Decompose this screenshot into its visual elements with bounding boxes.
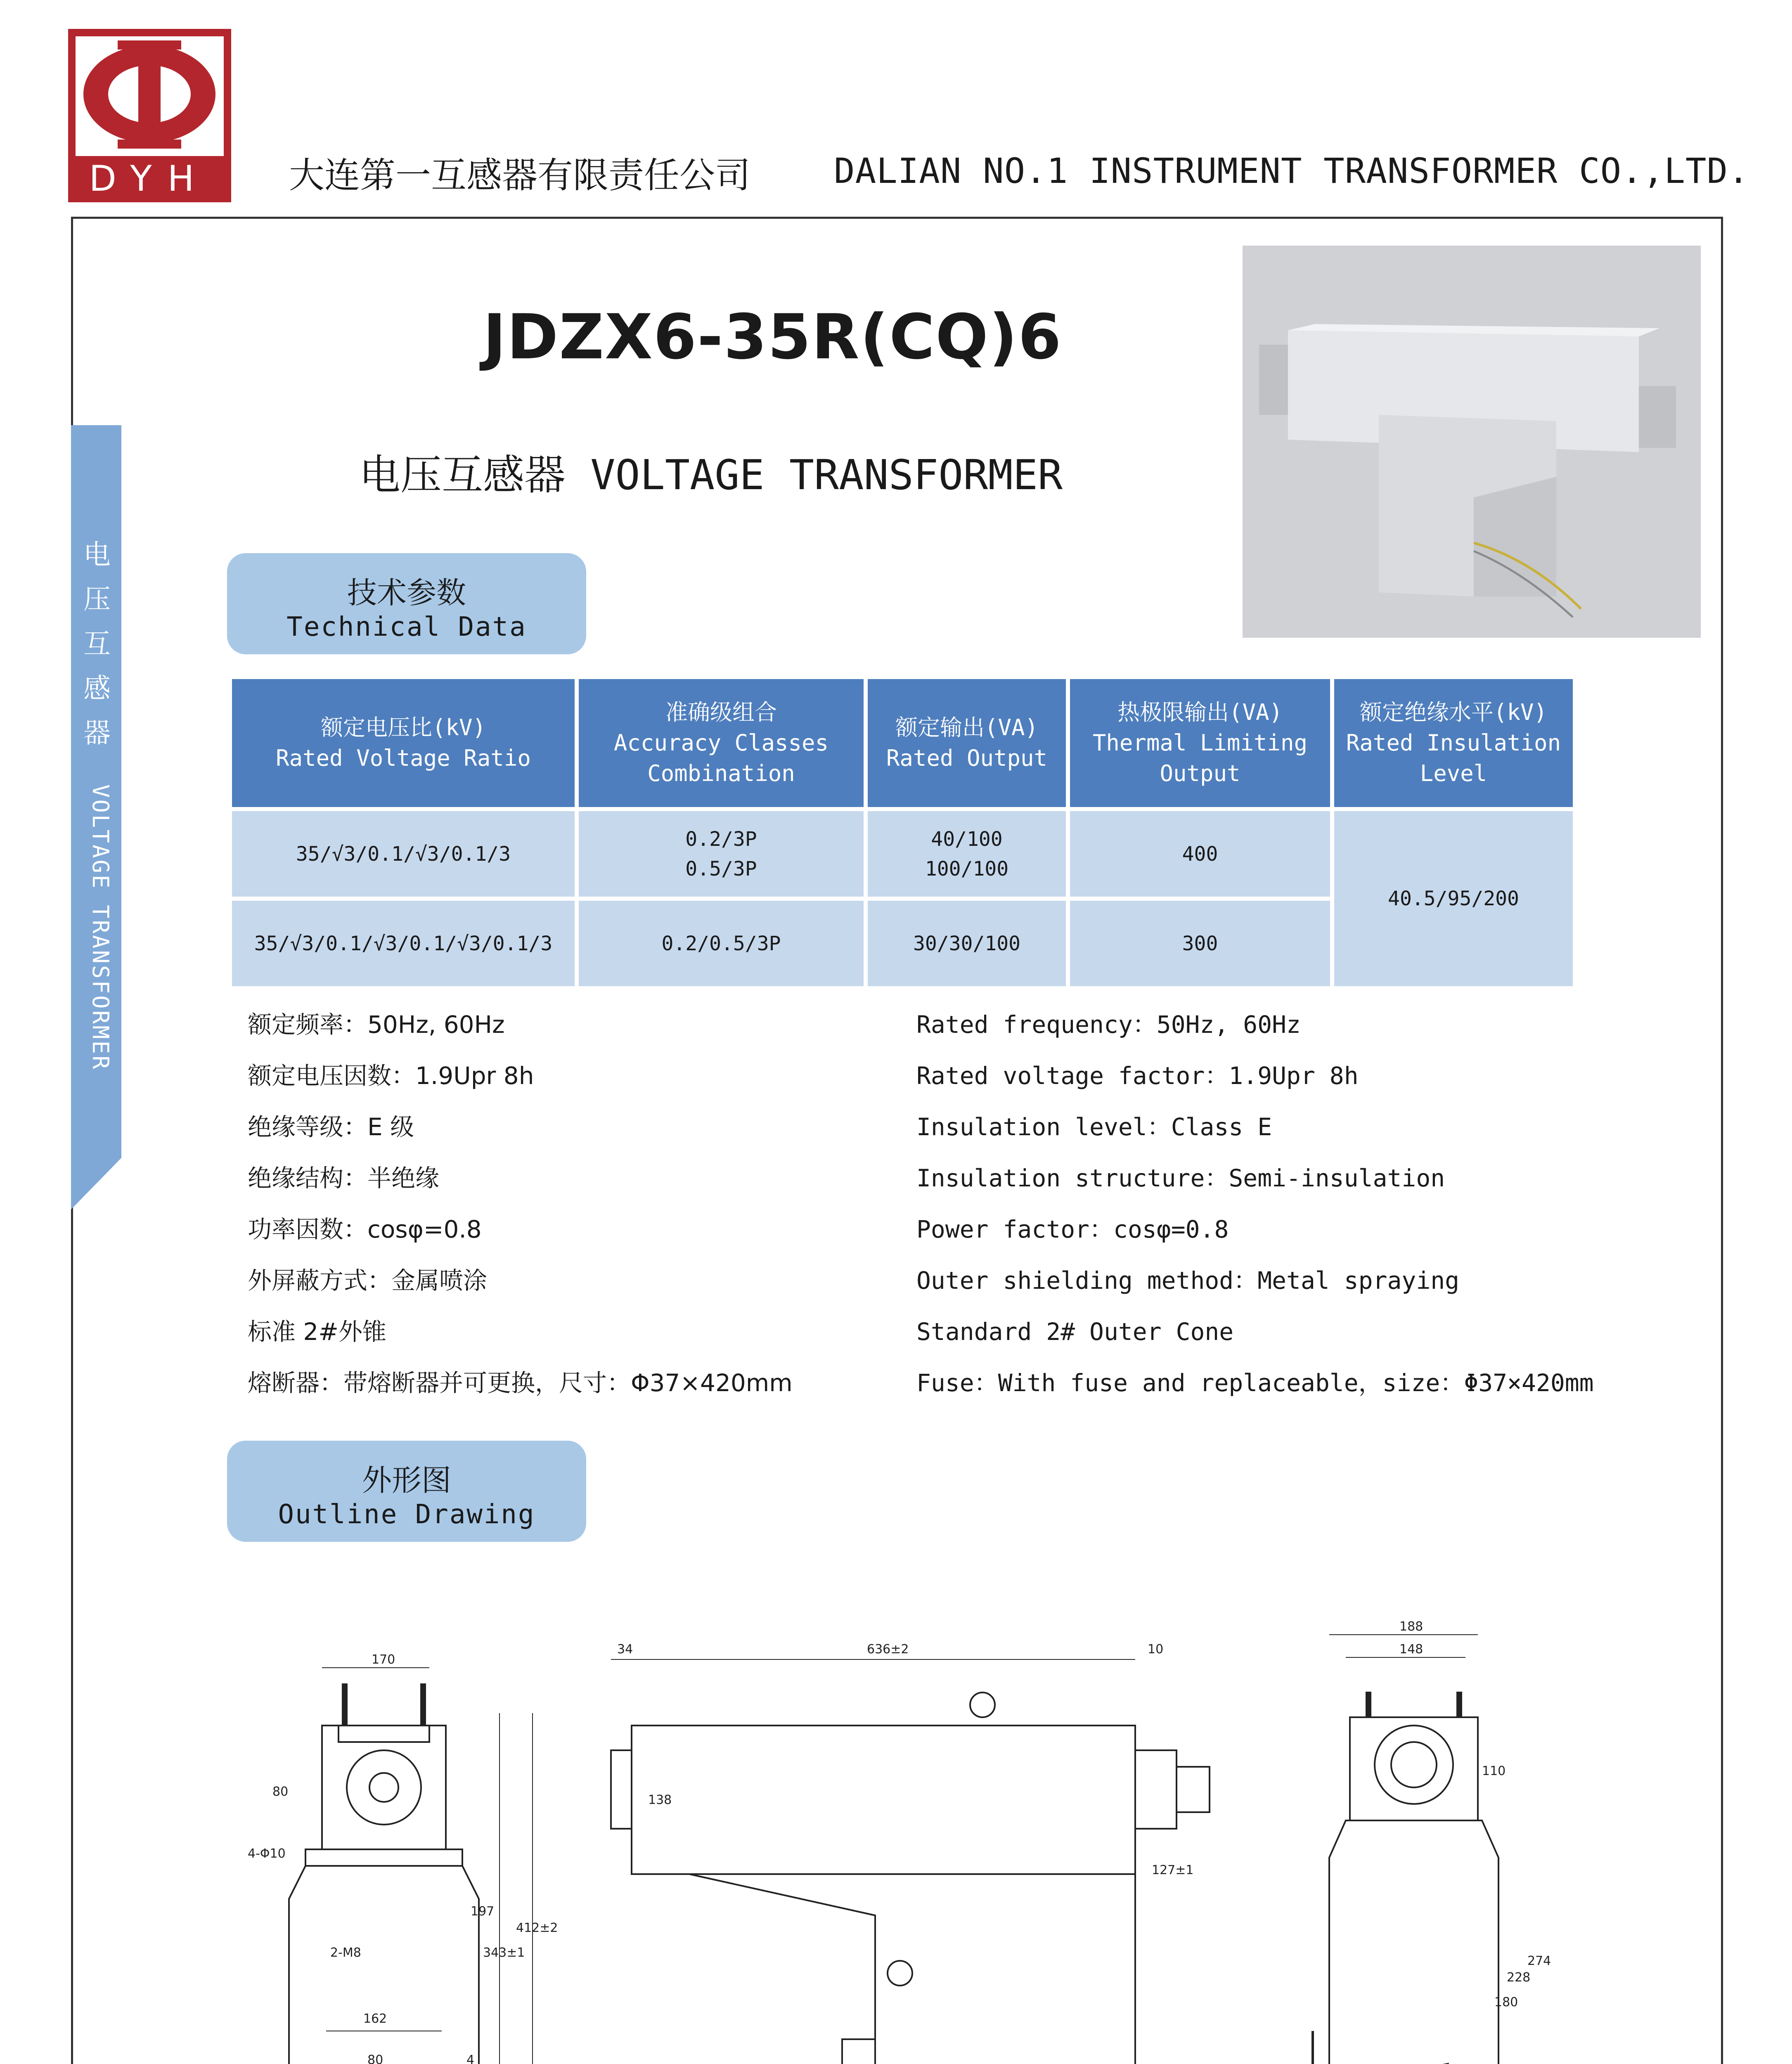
sidebar-label-cn: 电 压 互 感 器 <box>83 539 111 749</box>
company-name-cn: 大连第一互感器有限责任公司 <box>289 155 750 196</box>
product-model: JDZX6-35R(CQ)6 <box>483 301 1062 373</box>
dim-label: 110 <box>1482 1764 1506 1778</box>
param-item: 绝缘结构：半绝缘 <box>248 1164 440 1192</box>
outline-drawing <box>231 1602 1593 2064</box>
param-item: Rated frequency：50Hz, 60Hz <box>916 1011 1301 1039</box>
param-item: 标准 2#外锥 <box>248 1318 386 1346</box>
parameters-cn <box>248 999 793 1408</box>
header-rated-output: 额定输出(VA) Rated Output <box>868 679 1066 807</box>
param-item: 额定电压因数：1.9Upr 8h <box>248 1062 534 1090</box>
header-thermal-limiting-output: 热极限输出(VA) Thermal Limiting Output <box>1070 679 1330 807</box>
dim-label: 228 <box>1507 1970 1531 1985</box>
table-header-row <box>232 679 1573 807</box>
end-view <box>1313 1619 1551 2064</box>
dim-label: 148 <box>1399 1642 1423 1657</box>
dim-label: 274 <box>1527 1954 1551 1968</box>
param-item: 绝缘等级：E 级 <box>248 1113 414 1141</box>
side-view <box>611 1642 1210 2064</box>
logo-text: DYH <box>89 158 210 199</box>
dim-label: 4 <box>466 2053 475 2064</box>
cell-output: 40/100 100/100 <box>868 807 1066 897</box>
param-item: Rated voltage factor：1.9Upr 8h <box>916 1062 1359 1090</box>
param-item: Outer shielding method：Metal spraying <box>916 1266 1460 1295</box>
dim-label: 10 <box>1148 1642 1164 1657</box>
product-photo <box>1243 246 1701 638</box>
param-item: Insulation structure：Semi-insulation <box>916 1164 1445 1192</box>
cell-ratio: 35/√3/0.1/√3/0.1/3 <box>232 807 575 897</box>
dim-label: 2-M8 <box>330 1946 361 1960</box>
header-rated-voltage-ratio: 额定电压比(kV) Rated Voltage Ratio <box>232 679 575 807</box>
dim-label: 197 <box>471 1904 495 1919</box>
dim-label: 188 <box>1399 1619 1423 1634</box>
cell-insulation: 40.5/95/200 <box>1334 807 1573 986</box>
cell-accuracy: 0.2/3P 0.5/3P <box>579 807 864 897</box>
dim-label: 162 <box>363 2012 387 2026</box>
header-rated-insulation-level: 额定绝缘水平(kV) Rated Insulation Level <box>1334 679 1573 807</box>
cell-thermal: 400 <box>1070 807 1330 897</box>
sidebar-label-en: VOLTAGE TRANSFORMER <box>88 784 114 1071</box>
param-item: Fuse：With fuse and replaceable，size：Φ37×420mm <box>916 1369 1594 1397</box>
header-accuracy-classes: 准确级组合 Accuracy Classes Combination <box>579 679 864 807</box>
dim-label: 4-Φ10 <box>248 1846 286 1861</box>
company-logo <box>68 29 231 202</box>
param-item: Standard 2# Outer Cone <box>916 1318 1234 1346</box>
dim-label: 180 <box>1494 1995 1518 2010</box>
param-item: Insulation level：Class E <box>916 1113 1272 1141</box>
dim-label: 412±2 <box>516 1921 558 1935</box>
dim-label: 127±1 <box>1152 1863 1194 1877</box>
front-view <box>248 1652 558 2064</box>
dim-label: 343±1 <box>483 1946 525 1960</box>
dim-label: 170 <box>372 1652 395 1667</box>
dim-label: 80 <box>272 1785 289 1799</box>
dim-label: 34 <box>617 1642 633 1657</box>
dim-label: 80 <box>367 2053 383 2064</box>
dim-label: 636±2 <box>867 1642 909 1657</box>
cell-thermal: 300 <box>1070 897 1330 986</box>
parameters-en <box>916 999 1594 1408</box>
outline-drawing-heading: 外形图 Outline Drawing <box>227 1441 586 1542</box>
param-item: 熔断器：带熔断器并可更换，尺寸：Φ37×420mm <box>248 1369 793 1397</box>
technical-data-heading: 技术参数 Technical Data <box>227 553 586 654</box>
param-item: 外屏蔽方式：金属喷涂 <box>248 1266 488 1295</box>
table-row <box>232 807 1573 897</box>
cell-output: 30/30/100 <box>868 897 1066 986</box>
spec-table <box>228 679 1577 986</box>
company-name-en: DALIAN NO.1 INSTRUMENT TRANSFORMER CO.,LTD. <box>834 151 1749 191</box>
param-item: Power factor：cosφ=0.8 <box>916 1215 1229 1243</box>
dim-label: 138 <box>648 1793 672 1807</box>
product-subtitle: 电压互感器 VOLTAGE TRANSFORMER <box>359 451 1063 499</box>
cell-accuracy: 0.2/0.5/3P <box>579 897 864 986</box>
param-item: 功率因数：cosφ=0.8 <box>248 1215 482 1243</box>
cell-ratio: 35/√3/0.1/√3/0.1/√3/0.1/3 <box>232 897 575 986</box>
param-item: 额定频率：50Hz, 60Hz <box>248 1011 505 1039</box>
